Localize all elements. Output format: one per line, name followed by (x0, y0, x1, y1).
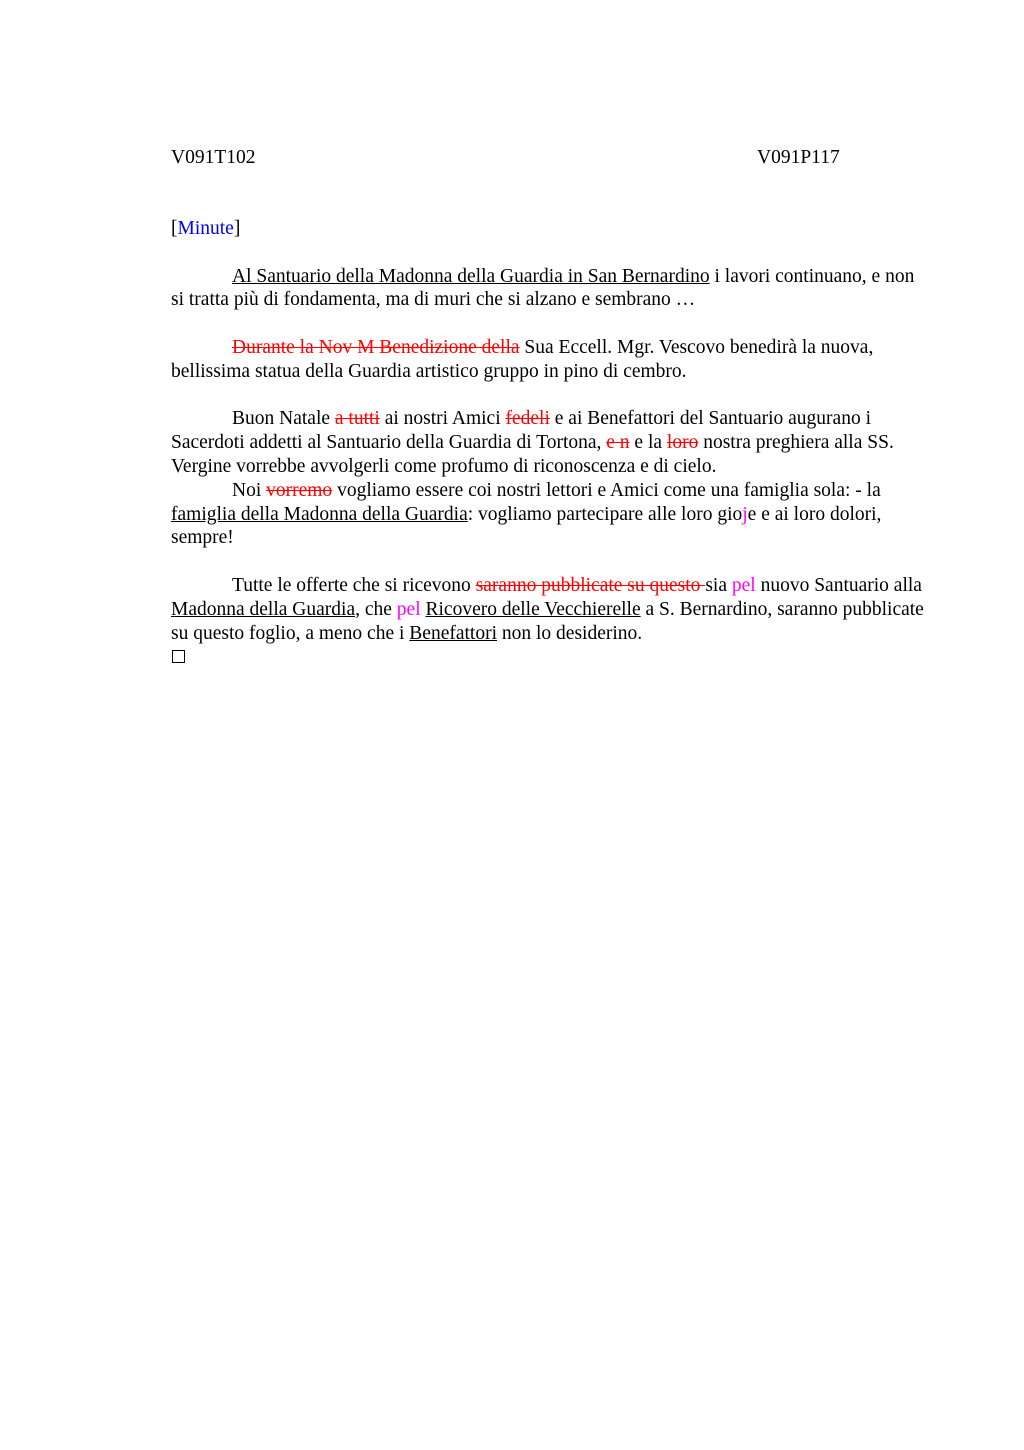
deleted-text: e n (606, 432, 630, 454)
paragraph-4 (171, 479, 931, 550)
underlined-text: Al Santuario della Madonna della Guardia in San Bernardino (232, 265, 710, 287)
paragraph-text: Sua Eccell. Mgr. Vescovo benedirà la nuova, bellissima statua della Guardia artistico gruppo in pino di cembro. (171, 336, 874, 382)
paragraph-text: , che (355, 598, 397, 620)
paragraph-text: : vogliamo partecipare alle loro gio (467, 503, 743, 525)
document-header (171, 146, 931, 170)
underlined-text: Madonna della Guardia (171, 598, 356, 620)
inserted-text: pel (731, 574, 756, 596)
paragraph-text: sia (705, 574, 732, 596)
paragraph-text: vogliamo essere coi nostri lettori e Amici come una famiglia sola: - la (332, 479, 881, 501)
underlined-text: Benefattori (409, 622, 498, 644)
section-label (171, 217, 931, 241)
paragraph-text: Tutte le offerte che si ricevono (232, 574, 476, 596)
paragraph-text: ai nostri Amici (379, 408, 506, 430)
paragraph-gap (171, 550, 931, 574)
paragraph-text: nostra preghiera alla SS. Vergine vorrebbe avvolgerli come profumo di riconoscenza e di cielo. (171, 432, 894, 477)
underlined-text: Ricovero delle Vecchierelle (425, 598, 641, 620)
paragraph-text: non lo desiderino. (497, 622, 643, 644)
paragraph-text: e la (629, 432, 667, 454)
paragraph-gap (171, 384, 931, 408)
deleted-text: a tutti (334, 408, 380, 430)
inserted-text: pel (396, 598, 421, 620)
paragraph-gap (171, 241, 931, 265)
section-label-open-bracket: [ (171, 218, 178, 239)
paragraph-text: i lavori continuano, e non si tratta più di fondamenta, ma di muri che si alzano e sembrano … (171, 265, 915, 311)
paragraph-5 (171, 574, 931, 645)
document-page (171, 146, 931, 663)
document-code-right: V091P117 (757, 147, 840, 168)
deleted-text: saranno pubblicate su questo (475, 574, 706, 596)
paragraph-1 (171, 265, 931, 313)
paragraph-3 (171, 407, 931, 478)
paragraph-2 (171, 336, 931, 384)
inserted-text: j (742, 503, 748, 525)
deleted-text: vorremo (266, 479, 333, 501)
deleted-text: fedeli (505, 408, 550, 430)
paragraph-text: a S. Bernardino, saranno pubblicate su questo foglio, a meno che i (171, 598, 924, 644)
paragraph-text: Noi (232, 479, 267, 501)
underlined-text: famiglia della Madonna della Guardia (171, 503, 468, 525)
paragraph-text: Buon Natale (232, 408, 335, 430)
section-label-close-bracket: ] (233, 218, 241, 239)
section-label-text: Minute (177, 218, 234, 239)
end-of-document-box-icon (172, 650, 185, 663)
paragraph-text: e ai Benefattori del Santuario augurano i Sacerdoti addetti al Santuario della Guardia di Tortona, (171, 408, 871, 454)
deleted-text: Durante la Nov M Benedizione della (232, 336, 520, 358)
deleted-text: loro (666, 432, 699, 454)
paragraph-text: nuovo Santuario alla (755, 574, 922, 596)
paragraph-gap (171, 312, 931, 336)
document-code-left: V091T102 (171, 147, 256, 168)
paragraph-text: e e ai loro dolori, sempre! (171, 503, 882, 549)
